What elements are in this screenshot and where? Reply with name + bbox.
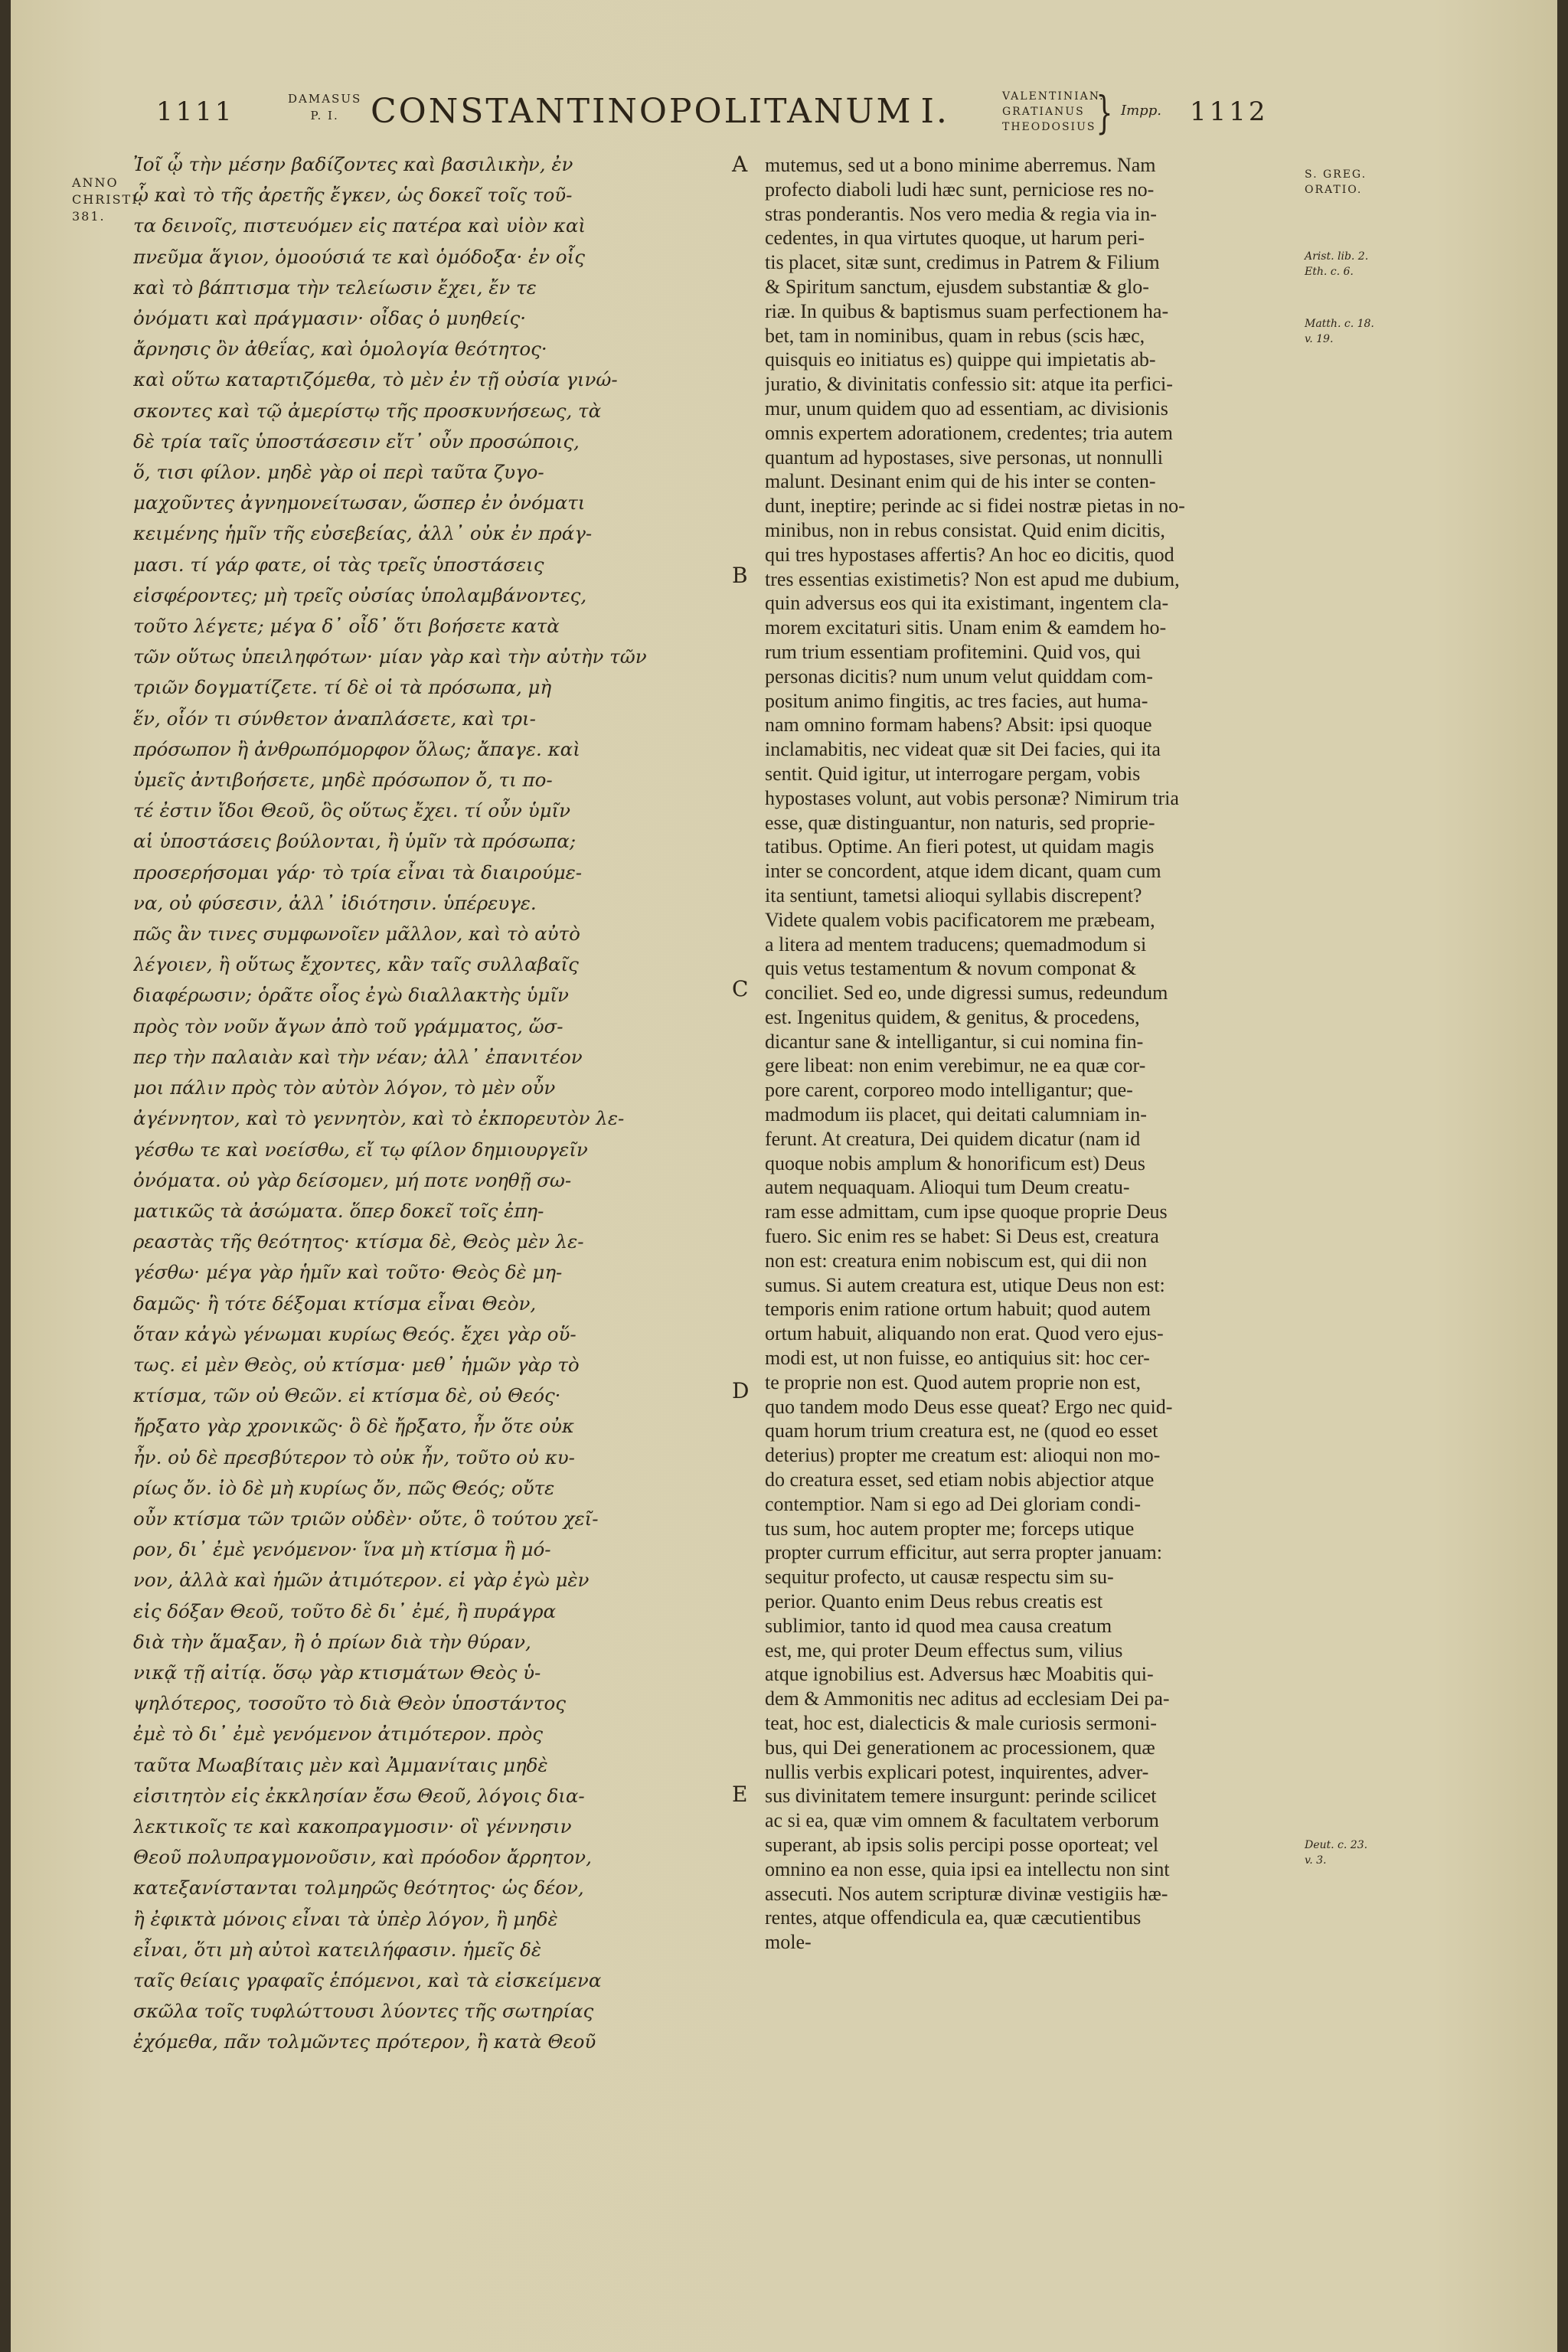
- latin-text-line: deterius) propter me creatum est: alioqui non mo-: [765, 1444, 1161, 1467]
- section-letter-b: B: [732, 563, 748, 588]
- latin-text-line: sus divinitatem temere insurgunt: perinde scilicet: [765, 1785, 1157, 1808]
- margin-note-aristotle: Arist. lib. 2. Eth. c. 6.: [1305, 250, 1369, 278]
- greek-text-line: ὑμεῖς ἀντιβοήσετε, μηδὲ πρόσωπον ὄ, τι πο-: [133, 769, 553, 792]
- greek-text-line: ψηλότερος, τοσοῦτο τὸ διὰ Θεὸν ὑποστάντος: [133, 1692, 567, 1715]
- greek-text-line: μαχοῦντες ἀγνημονείτωσαν, ὥσπερ ἐν ὀνόματι: [133, 492, 586, 514]
- latin-text-line: tatibus. Optime. An fieri potest, ut quidam magis: [765, 835, 1155, 858]
- greek-text-line: εἰσφέροντες; μὴ τρεῖς οὐσίας ὑπολαμβάνοντες,: [133, 583, 587, 606]
- latin-text-line: minibus, non in rebus consistat. Quid enim dicitis,: [765, 518, 1165, 541]
- latin-text-line: juratio, & divinitatis confessio sit: atque ita perfici-: [765, 373, 1173, 396]
- latin-text-line: ac si ea, quæ vim omnem & facultatem verborum: [765, 1809, 1159, 1832]
- latin-text-line: assecuti. Nos autem scripturæ divinæ vestigiis hæ-: [765, 1882, 1168, 1905]
- greek-text-line: τέ ἐστιν ἴδοι Θεοῦ, ὃς οὕτως ἔχει. τί οὖν ὑμῖν: [133, 799, 571, 822]
- latin-text-line: riæ. In quibus & baptismus suam perfectionem ha-: [765, 299, 1169, 322]
- greek-text-line: ἤρξατο γὰρ χρονικῶς· ὃ δὲ ἤρξατο, ἦν ὅτε οὐκ: [133, 1415, 574, 1438]
- latin-text-line: modi est, ut non fuisse, eo antiquius sit: hoc cer-: [765, 1347, 1150, 1370]
- greek-text-line: τα δεινοῖς, πιστευόμεν εἰς πατέρα καὶ υἱὸν καὶ: [133, 214, 586, 237]
- latin-text-line: est. Ingenitus quidem, & genitus, & procedens,: [765, 1005, 1140, 1028]
- latin-text-line: a litera ad mentem traducens; quemadmodum si: [765, 933, 1147, 956]
- greek-text-line: γέσθω· μέγα γὰρ ἡμῖν καὶ τοῦτο· Θεὸς δὲ μη-: [133, 1261, 563, 1284]
- greek-text-line: Θεοῦ πολυπραγμονοῦσιν, καὶ πρόοδον ἄρρητον,: [133, 1846, 592, 1869]
- impp-label: Impp.: [1121, 103, 1161, 119]
- latin-text-line: quis vetus testamentum & novum componat &: [765, 957, 1137, 980]
- latin-text-line: sumus. Si autem creatura est, utique Deus non est:: [765, 1273, 1165, 1296]
- latin-text-line: personas dicitis? num unum velut quiddam com-: [765, 665, 1153, 688]
- greek-text-line: οὖν κτίσμα τῶν τριῶν οὐδὲν· οὔτε, ὃ τούτου χεῖ-: [133, 1507, 599, 1530]
- page-number-right: 1112: [1190, 96, 1269, 127]
- latin-text-line: quam horum trium creatura est, ne (quod eo esset: [765, 1419, 1158, 1442]
- latin-text-line: omnino ea non esse, quia ipsi ea intellectu non sint: [765, 1857, 1170, 1880]
- greek-text-line: τριῶν δογματίζετε. τί δὲ οἱ τὰ πρόσωπα, μὴ: [133, 676, 552, 699]
- greek-text-line: ὀνόματα. οὐ γὰρ δείσομεν, μή ποτε νοηθῇ σω-: [133, 1168, 572, 1191]
- latin-text-line: bet, tam in nominibus, quam in rebus (scis hæc,: [765, 324, 1145, 347]
- latin-text-line: ram esse admittam, cum ipse quoque proprie Deus: [765, 1200, 1168, 1223]
- greek-text-line: ρίως ὄν. ἰὸ δὲ μὴ κυρίως ὄν, πῶς Θεός; οὔτε: [133, 1476, 555, 1499]
- greek-text-line: διὰ τὴν ἅμαξαν, ἢ ὁ πρίων διὰ τὴν θύραν,: [133, 1630, 531, 1653]
- latin-text-line: te proprie non est. Quod autem proprie non est,: [765, 1370, 1141, 1393]
- greek-text-line: κειμένης ἡμῖν τῆς εὐσεβείας, ἀλλ᾽ οὐκ ἐν πράγ-: [133, 522, 593, 545]
- latin-text-line: tis placet, sitæ sunt, credimus in Patrem & Filium: [765, 251, 1160, 274]
- anno-christi-note: ANNO CHRISTI 381.: [72, 175, 139, 224]
- greek-text-line: εἰσιτητὸν εἰς ἐκκλησίαν ἔσω Θεοῦ, λόγοις δια-: [133, 1784, 585, 1807]
- latin-text-line: ita sentiunt, tametsi alioqui syllabis discrepent?: [765, 884, 1142, 906]
- margin-note-deuteronomy: Deut. c. 23. v. 3.: [1305, 1839, 1368, 1867]
- latin-text-line: superant, ab ipsis solis percipi posse oporteat; vel: [765, 1833, 1159, 1856]
- greek-text-line: ὅταν κἀγὼ γένωμαι κυρίως Θεός. ἔχει γὰρ οὕ-: [133, 1322, 577, 1345]
- greek-text-line: γέσθω τε καὶ νοείσθω, εἴ τῳ φίλον δημιουργεῖν: [133, 1138, 588, 1161]
- greek-text-line: ἢ ἐφικτὰ μόνοις εἶναι τὰ ὑπὲρ λόγον, ἢ μηδὲ: [133, 1907, 558, 1930]
- greek-text-line: περ τὴν παλαιὰν καὶ τὴν νέαν; ἀλλ᾽ ἐπανιτέον: [133, 1045, 583, 1068]
- greek-text-line: ἐμὲ τὸ δι᾽ ἐμὲ γενόμενον ἀτιμότερον. πρὸς: [133, 1723, 544, 1746]
- latin-text-line: nullis verbis explicari potest, inquirentes, adver-: [765, 1760, 1149, 1783]
- greek-text-line: ᾧ καὶ τὸ τῆς ἀρετῆς ἔγκεν, ὡς δοκεῖ τοῖς τοῦ-: [133, 184, 573, 207]
- greek-text-line: μασι. τί γάρ φατε, οἱ τὰς τρεῖς ὑποστάσεις: [133, 553, 544, 576]
- latin-text-line: do creatura esset, sed etiam nobis abjectior atque: [765, 1468, 1155, 1491]
- greek-text-line: εἶναι, ὅτι μὴ αὐτοὶ κατειλήφασιν. ἡμεῖς δὲ: [133, 1938, 541, 1961]
- latin-text-line: esse, quæ distinguantur, non naturis, sed proprie-: [765, 811, 1155, 834]
- latin-text-line: stras ponderantis. Nos vero media & regia via in-: [765, 202, 1157, 225]
- greek-text-line: λέγοιεν, ἢ οὕτως ἔχοντες, κἂν ταῖς συλλαβαῖς: [133, 953, 579, 976]
- greek-text-line: τοῦτο λέγετε; μέγα δ᾽ οἶδ᾽ ὅτι βοήσετε κατὰ: [133, 615, 560, 638]
- latin-text-line: ferunt. At creatura, Dei quidem dicatur (nam id: [765, 1127, 1141, 1150]
- latin-text-column: [765, 153, 1301, 1955]
- latin-text-line: positum animo fingitis, ac tres facies, aut huma-: [765, 689, 1148, 712]
- latin-text-line: temporis enim ratione ortum habuit; quod autem: [765, 1298, 1152, 1321]
- greek-text-line: ἀγέννητον, καὶ τὸ γεννητὸν, καὶ τὸ ἐκπορευτὸν λε-: [133, 1107, 625, 1130]
- greek-text-line: τως. εἰ μὲν Θεὸς, οὐ κτίσμα· μεθ᾽ ἡμῶν γὰρ τὸ: [133, 1353, 580, 1376]
- greek-text-line: κτίσμα, τῶν οὐ Θεῶν. εἰ κτίσμα δὲ, οὐ Θεός·: [133, 1384, 561, 1407]
- greek-text-line: ἕν, οἷόν τι σύνθετον ἀναπλάσετε, καὶ τρι-: [133, 707, 536, 730]
- latin-text-line: inclamabitis, nec videat quæ sit Dei facies, qui ita: [765, 738, 1161, 761]
- greek-text-line: αἱ ὑποστάσεις βούλονται, ἢ ὑμῖν τὰ πρόσωπα;: [133, 830, 577, 853]
- greek-text-line: διαφέρωσιν; ὁρᾶτε οἷος ἐγὼ διαλλακτὴς ὑμῖν: [133, 984, 569, 1007]
- latin-text-line: mur, unum quidem quo ad essentiam, ac divisionis: [765, 397, 1168, 420]
- greek-text-line: μοι πάλιν πρὸς τὸν αὐτὸν λόγον, τὸ μὲν οὖν: [133, 1076, 556, 1099]
- emperors-label: VALENTINIAN. GRATIANUS THEODOSIUS: [1002, 90, 1105, 133]
- latin-text-line: quin adversus eos qui ita existimant, ingentem cla-: [765, 592, 1169, 615]
- latin-text-line: nam omnino formam habens? Absit: ipsi quoque: [765, 714, 1152, 737]
- greek-text-line: σκῶλα τοῖς τυφλώττουσι λύοντες τῆς σωτηρίας: [133, 2000, 594, 2023]
- latin-text-line: omnis expertem adorationem, credentes; tria autem: [765, 421, 1173, 444]
- latin-text-line: dem & Ammonitis nec aditus ad ecclesiam Dei pa-: [765, 1687, 1170, 1710]
- latin-text-line: tus sum, hoc autem propter me; forceps utique: [765, 1517, 1135, 1540]
- latin-text-line: malunt. Desinant enim qui de his inter se conten-: [765, 470, 1156, 493]
- greek-text-line: να, οὐ φύσεσιν, ἀλλ᾽ ἰδιότησιν. ὑπέρευγε.: [133, 891, 537, 914]
- greek-text-line: δὲ τρία ταῖς ὑποστάσεσιν εἴτ᾽ οὖν προσώποις,: [133, 430, 580, 452]
- greek-text-line: ἐχόμεθα, πᾶν τολμῶντες πρότερον, ἢ κατὰ Θεοῦ: [133, 2030, 596, 2053]
- page-number-left: 1111: [156, 96, 235, 127]
- running-header: [11, 86, 1557, 147]
- latin-text-line: madmodum iis placet, qui deitati calumniam in-: [765, 1103, 1147, 1126]
- greek-text-line: πῶς ἂν τινες συμφωνοῖεν μᾶλλον, καὶ τὸ αὐτὸ: [133, 923, 580, 946]
- council-title: CONSTANTINOPOLITANUM I.: [371, 92, 949, 131]
- greek-text-line: ἄρνησις ὂν ἀθεΐας, καὶ ὁμολογία θεότητος·: [133, 338, 547, 361]
- latin-text-line: morem excitaturi sitis. Unam enim & eamdem ho-: [765, 616, 1167, 639]
- greek-text-line: προσερήσομαι γάρ· τὸ τρία εἶναι τὰ διαιρούμε-: [133, 861, 583, 884]
- latin-text-line: quisquis eo initiatus es) quippe qui impietatis ab-: [765, 348, 1156, 371]
- latin-text-line: & Spiritum sanctum, ejusdem substantiæ & glo-: [765, 275, 1149, 298]
- section-letter-c: C: [732, 976, 749, 1001]
- greek-text-line: πρόσωπον ἢ ἀνθρωπόμορφον ὅλως; ἄπαγε. καὶ: [133, 737, 580, 760]
- latin-text-line: teat, hoc est, dialecticis & male curiosis sermoni-: [765, 1712, 1157, 1734]
- book-page: [11, 0, 1557, 2352]
- latin-text-line: sequitur profecto, ut causæ respectu sim su-: [765, 1566, 1114, 1589]
- greek-text-line: δαμῶς· ἢ τότε δέξομαι κτίσμα εἶναι Θεὸν,: [133, 1292, 537, 1315]
- latin-text-line: ortum habuit, aliquando non erat. Quod vero ejus-: [765, 1322, 1164, 1345]
- latin-text-line: propter currum efficitur, aut serra propter januam:: [765, 1541, 1162, 1564]
- greek-text-line: ταῖς θείαις γραφαῖς ἑπόμενοι, καὶ τὰ εἰσκείμενα: [133, 1968, 602, 1991]
- greek-text-line: ὀνόματι καὶ πράγμασιν· οἶδας ὁ μυηθείς·: [133, 307, 526, 330]
- greek-text-line: ταῦτα Μωαβίταις μὲν καὶ Ἀμμανίταις μηδὲ: [133, 1753, 548, 1776]
- section-letter-d: D: [732, 1378, 750, 1403]
- greek-text-line: σκοντες καὶ τῷ ἀμερίστῳ τῆς προσκυνήσεως, τὰ: [133, 399, 602, 422]
- margin-note-matthew: Matth. c. 18. v. 19.: [1305, 318, 1374, 345]
- latin-text-line: atque ignobilius est. Adversus hæc Moabitis qui-: [765, 1663, 1154, 1686]
- greek-text-line: νικᾷ τῇ αἰτίᾳ. ὅσῳ γὰρ κτισμάτων Θεὸς ὑ-: [133, 1661, 541, 1684]
- latin-text-line: quantum ad hypostases, sive personas, ut nonnulli: [765, 446, 1163, 469]
- greek-text-line: ματικῶς τὰ ἀσώματα. ὅπερ δοκεῖ τοῖς ἐπη-: [133, 1199, 544, 1222]
- pope-label: DAMASUS P. I.: [288, 92, 362, 122]
- latin-text-line: dicantur sane & intelligantur, si cui nomina fin-: [765, 1030, 1144, 1053]
- latin-text-line: rum trium essentiam profitemini. Quid vos, qui: [765, 640, 1142, 663]
- greek-text-line: εἰς δόξαν Θεοῦ, τοῦτο δὲ δι᾽ ἐμέ, ἢ πυράγρα: [133, 1599, 557, 1622]
- latin-text-line: qui tres hypostases affertis? An hoc eo dicitis, quod: [765, 543, 1174, 566]
- latin-text-line: bus, qui Dei generationem ac processionem, quæ: [765, 1736, 1155, 1759]
- greek-text-line: λεκτικοῖς τε καὶ κακοπραγμοσιν· οἳ γέννησιν: [133, 1815, 572, 1838]
- section-letter-a: A: [732, 152, 748, 177]
- latin-text-line: mutemus, sed ut a bono minime aberremus. Nam: [765, 154, 1156, 176]
- greek-text-line: Ἰοῖ ᾧ τὴν μέσην βαδίζοντες καὶ βασιλικὴν, ἐν: [133, 153, 573, 175]
- latin-text-line: profecto diaboli ludi hæc sunt, perniciose res no-: [765, 178, 1155, 201]
- latin-text-line: perior. Quanto enim Deus rebus creatis est: [765, 1590, 1103, 1613]
- latin-text-line: rentes, atque offendicula ea, quæ cæcutientibus: [765, 1906, 1142, 1929]
- latin-text-line: mole-: [765, 1931, 812, 1954]
- latin-text-line: contemptior. Nam si ego ad Dei gloriam condi-: [765, 1492, 1141, 1515]
- greek-text-line: τῶν οὕτως ὑπειληφότων· μίαν γὰρ καὶ τὴν αὐτὴν τῶν: [133, 645, 647, 668]
- latin-text-line: autem nequaquam. Alioqui tum Deum creatu-: [765, 1176, 1130, 1199]
- latin-text-line: hypostases volunt, aut vobis personæ? Nimirum tria: [765, 786, 1179, 809]
- greek-text-line: καὶ τὸ βάπτισμα τὴν τελείωσιν ἔχει, ἔν τε: [133, 276, 537, 299]
- margin-note-greg: S. GREG. ORATIO.: [1305, 168, 1367, 196]
- latin-text-line: gere libeat: non enim verebimur, ne ea quæ cor-: [765, 1054, 1146, 1077]
- latin-text-line: fuero. Sic enim res se habet: Si Deus est, creatura: [765, 1225, 1159, 1248]
- latin-text-line: inter se concordent, atque idem dicant, quam cum: [765, 860, 1161, 883]
- latin-text-line: quoque nobis amplum & honorificum est) Deus: [765, 1152, 1145, 1174]
- greek-text-line: ἦν. οὐ δὲ πρεσβύτερον τὸ οὐκ ἦν, τοῦτο οὐ κυ-: [133, 1446, 575, 1468]
- greek-text-line: ρεαστὰς τῆς θεότητος· κτίσμα δὲ, Θεὸς μὲν λε-: [133, 1230, 584, 1253]
- brace-glyph: }: [1096, 87, 1113, 139]
- greek-text-line: ὅ, τισι φίλον. μηδὲ γὰρ οἱ περὶ ταῦτα ζυγο-: [133, 461, 544, 484]
- greek-text-line: κατεξανίστανται τολμηρῶς θεότητος· ὡς δέον,: [133, 1877, 584, 1900]
- section-letter-e: E: [732, 1782, 748, 1807]
- greek-text-line: πνεῦμα ἅγιον, ὁμοούσιά τε καὶ ὁμόδοξα· ἐν οἷς: [133, 245, 585, 268]
- greek-text-line: νον, ἀλλὰ καὶ ἡμῶν ἀτιμότερον. εἰ γὰρ ἐγὼ μὲν: [133, 1569, 590, 1592]
- latin-text-line: sublimior, tanto id quod mea causa creatum: [765, 1614, 1112, 1637]
- latin-text-line: cedentes, in qua virtutes quoque, ut harum peri-: [765, 227, 1145, 250]
- latin-text-line: est, me, qui proter Deum effectus sum, vilius: [765, 1638, 1123, 1661]
- latin-text-line: sentit. Quid igitur, ut interrogare pergam, vobis: [765, 762, 1141, 785]
- latin-text-line: quo tandem modo Deus esse queat? Ergo nec quid-: [765, 1395, 1173, 1418]
- greek-text-line: πρὸς τὸν νοῦν ἄγων ἀπὸ τοῦ γράμματος, ὥσ-: [133, 1014, 564, 1037]
- latin-text-line: dunt, ineptire; perinde ac si fidei nostræ pietas in no-: [765, 495, 1185, 518]
- greek-text-line: ρον, δι᾽ ἐμὲ γενόμενον· ἵνα μὴ κτίσμα ἢ μό-: [133, 1538, 551, 1561]
- latin-text-line: tres essentias existimetis? Non est apud me dubium,: [765, 567, 1180, 590]
- greek-text-line: καὶ οὕτω καταρτιζόμεθα, τὸ μὲν ἐν τῇ οὐσία γινώ-: [133, 368, 618, 391]
- latin-text-line: pore carent, corporeo modo intelligantur; que-: [765, 1079, 1133, 1102]
- greek-text-column: [133, 149, 730, 2058]
- latin-text-line: conciliet. Sed eo, unde digressi sumus, redeundum: [765, 982, 1168, 1004]
- latin-text-line: Videte qualem vobis pacificatorem me præbeam,: [765, 908, 1155, 931]
- latin-text-line: non est: creatura enim nobiscum est, qui dii non: [765, 1249, 1147, 1272]
